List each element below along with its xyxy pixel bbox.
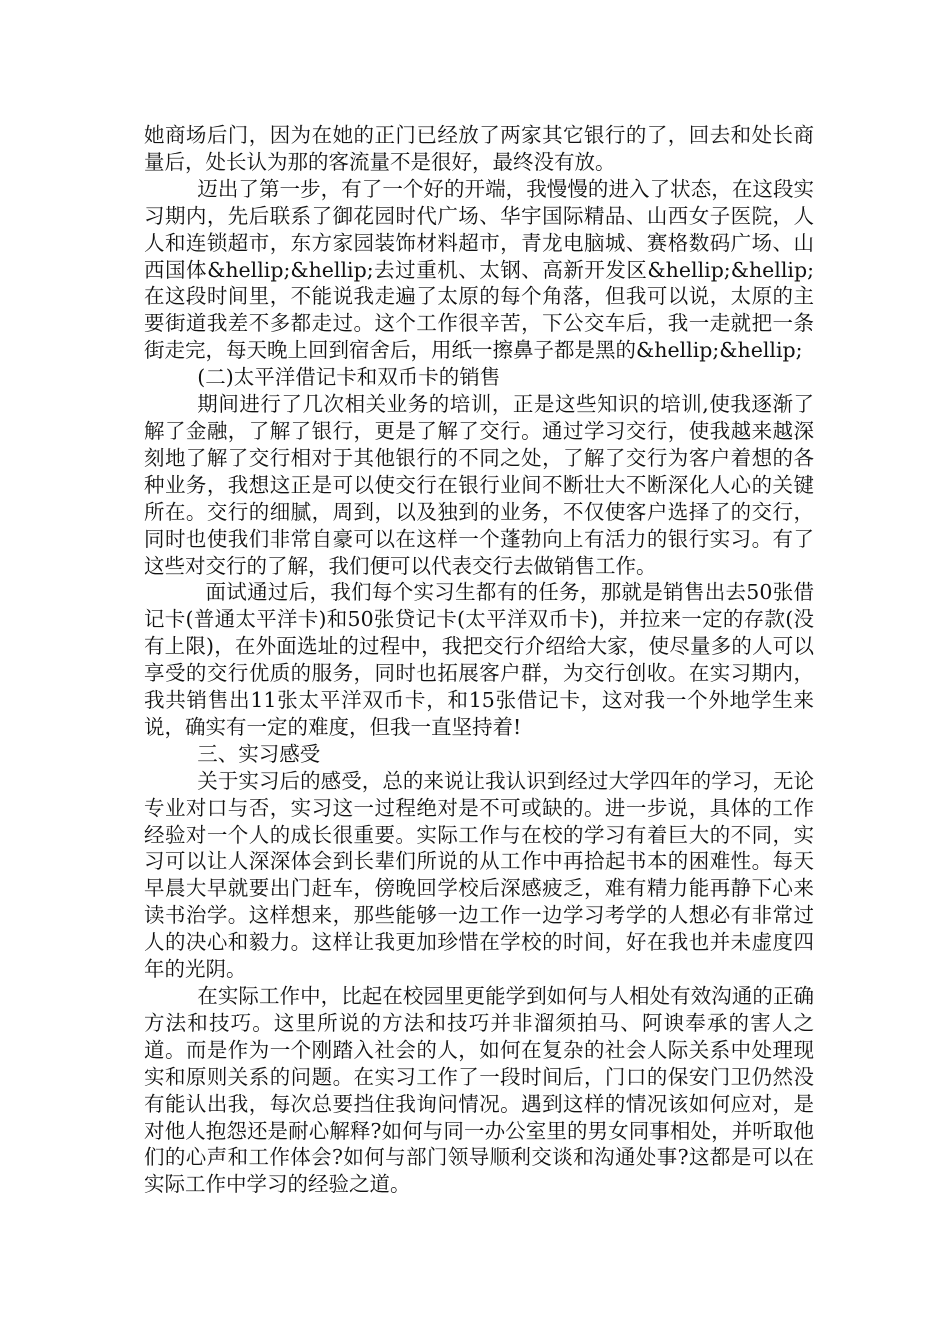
document-body bbox=[144, 122, 814, 1198]
section-heading-feelings: 三、实习感受 bbox=[197, 741, 321, 766]
paragraph-feelings: 关于实习后的感受，总的来说让我认识到经过大学四年的学习，无论专业对口与否，实习这一过程绝对是不可或缺的。进一步说，具体的工作经验对一个人的成长很重要。实际工作与在校的学习有着巨大的不同，实习可以让人深深体会到长辈们所说的从工作中再拾起书本的困难性。每天早晨大早就要出门赶车，傍晚回学校后深感疲乏，难有精力能再静下心来读书治学。这样想来，那些能够一边工作一边学习考学的人想必有非常过人的决心和毅力。这样让我更加珍惜在学校的时间，好在我也并未虚度四年的光阴。 bbox=[144, 768, 814, 982]
paragraph-sales-task: 面试通过后，我们每个实习生都有的任务，那就是销售出去50张借记卡(普通太平洋卡)和50张贷记卡(太平洋双币卡)，并拉来一定的存款(没有上限)，在外面选址的过程中，我把交行介绍给大家，使尽量多的人可以享受的交行优质的服务，同时也拓展客户群，为交行创收。在实习期内，我共销售出11张太平洋双币卡，和15张借记卡，这对我一个外地学生来说，确实有一定的难度，但我一直坚持着! bbox=[144, 580, 814, 739]
paragraph-continuation: 她商场后门，因为在她的正门已经放了两家其它银行的了，回去和处长商量后，处长认为那的客流量不是很好，最终没有放。 bbox=[144, 123, 814, 174]
paragraph-training: 期间进行了几次相关业务的培训，正是这些知识的培训,使我逐渐了解了金融，了解了银行，更是了解了交行。通过学习交行，使我越来越深刻地了解了交行相对于其他银行的不同之处，了解了交行为客户着想的各种业务，我想这正是可以使交行在银行业间不断壮大不断深化人心的关键所在。交行的细腻，周到，以及独到的业务，不仅使客户选择了的交行，同时也使我们非常自豪可以在这样一个蓬勃向上有活力的银行实习。有了这些对交行的了解，我们便可以代表交行去做销售工作。 bbox=[144, 392, 814, 578]
section-heading-card-sales: (二)太平洋借记卡和双币卡的销售 bbox=[197, 365, 501, 390]
paragraph-communication: 在实际工作中，比起在校园里更能学到如何与人相处有效沟通的正确方法和技巧。这里所说的方法和技巧并非溜须拍马、阿谀奉承的害人之道。而是作为一个刚踏入社会的人，如何在复杂的社会人际关系中处理现实和原则关系的问题。在实习工作了一段时间后，门口的保安门卫仍然没有能认出我，每次总要挡住我询问情况。遇到这样的情况该如何应对，是对他人抱怨还是耐心解释?如何与同一办公室里的男女同事相处，并听取他们的心声和工作体会?如何与部门领导顺利交谈和沟通处事?这都是可以在实际工作中学习的经验之道。 bbox=[144, 984, 814, 1197]
paragraph-first-step: 迈出了第一步，有了一个好的开端，我慢慢的进入了状态，在这段实习期内，先后联系了御花园时代广场、华宇国际精品、山西女子医院，人人和连锁超市，东方家园装饰材料超市，青龙电脑城、赛格数码广场、山西国体&hellip;&hellip;去过重机、太钢、高新开发区&hellip;&hellip;在这段时间里，不能说我走遍了太原的每个角落，但我可以说，太原的主要街道我差不多都走过。这个工作很辛苦，下公交车后，我一走就把一条街走完，每天晚上回到宿舍后，用纸一擦鼻子都是黑的&hellip;&hellip; bbox=[144, 176, 814, 363]
